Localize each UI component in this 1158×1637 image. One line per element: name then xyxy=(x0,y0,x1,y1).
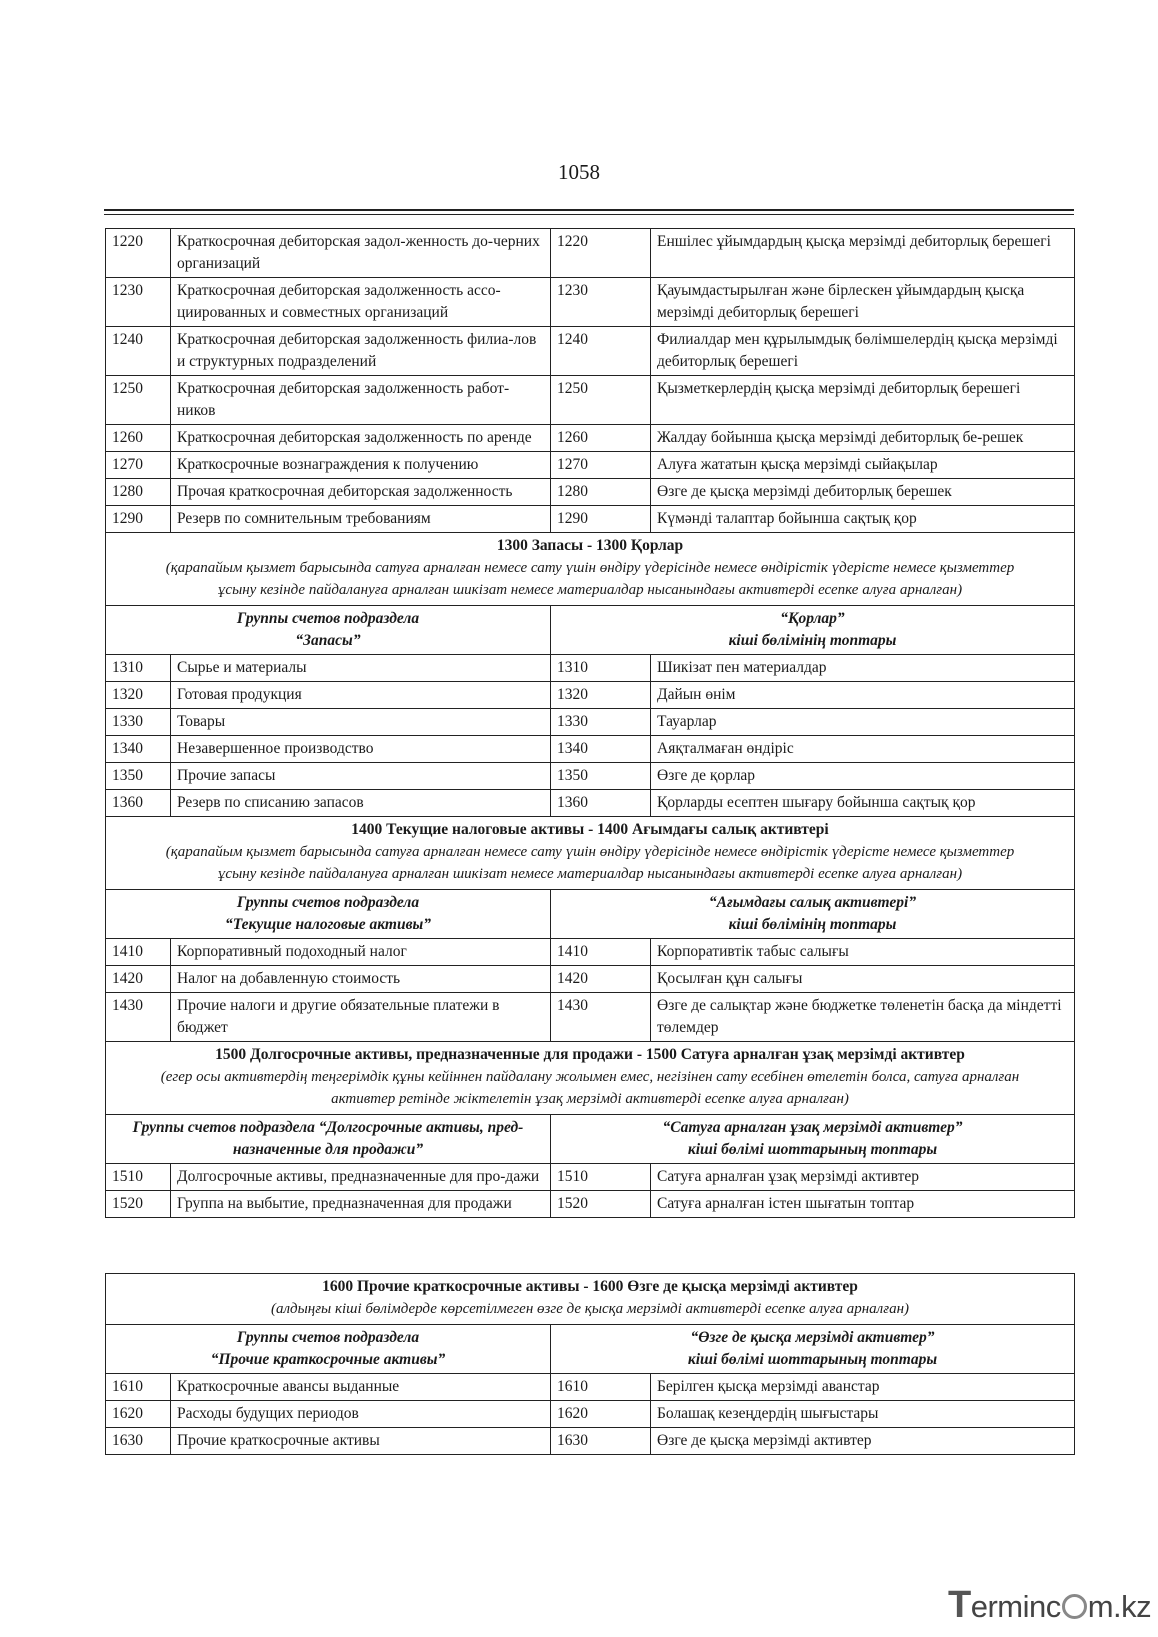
code-ru: 1270 xyxy=(106,452,171,479)
name-kz: Қорларды есептен шығару бойынша сақтық қор xyxy=(651,790,1075,817)
name-ru: Налог на добавленную стоимость xyxy=(171,966,551,993)
table-row xyxy=(106,1428,1075,1455)
code-ru: 1250 xyxy=(106,376,171,425)
code-ru: 1520 xyxy=(106,1191,171,1218)
code-kz: 1340 xyxy=(551,736,651,763)
name-kz: Болашақ кезеңдердің шығыстары xyxy=(651,1401,1075,1428)
table-row xyxy=(106,763,1075,790)
table-row xyxy=(106,966,1075,993)
code-ru: 1310 xyxy=(106,655,171,682)
code-kz: 1360 xyxy=(551,790,651,817)
group-kz-line1: “Қорлар” xyxy=(780,610,845,627)
header-rule-thin xyxy=(104,214,1074,215)
name-ru: Прочие налоги и другие обязательные платежи в бюджет xyxy=(171,993,551,1042)
code-ru: 1280 xyxy=(106,479,171,506)
group-kz-line1: “Сатуға арналған ұзақ мерзімді активтер” xyxy=(662,1119,963,1136)
group-ru-line2: “Прочие краткосрочные активы” xyxy=(210,1351,446,1368)
group-ru-line2: “Запасы” xyxy=(295,632,361,649)
code-ru: 1230 xyxy=(106,278,171,327)
section-1600-header xyxy=(106,1274,1075,1325)
name-kz: Тауарлар xyxy=(651,709,1075,736)
group-header-row xyxy=(106,1325,1075,1374)
name-kz: Берілген қысқа мерзімді аванстар xyxy=(651,1374,1075,1401)
name-ru: Незавершенное производство xyxy=(171,736,551,763)
code-kz: 1630 xyxy=(551,1428,651,1455)
table-row xyxy=(106,278,1075,327)
code-kz: 1240 xyxy=(551,327,651,376)
name-kz: Шикізат пен материалдар xyxy=(651,655,1075,682)
table-row xyxy=(106,1191,1075,1218)
code-kz: 1510 xyxy=(551,1164,651,1191)
header-rule xyxy=(104,209,1074,211)
group-kz-line2: кіші бөлімі шоттарының топтары xyxy=(687,1141,938,1158)
table-row xyxy=(106,479,1075,506)
group-ru xyxy=(106,890,551,939)
page-number: 1058 xyxy=(558,160,600,184)
code-kz: 1350 xyxy=(551,763,651,790)
name-kz: Қызметкерлердің қысқа мерзімді дебиторлық берешегі xyxy=(651,376,1075,425)
name-ru: Краткосрочная дебиторская задолженность филиа-лов и структурных подразделений xyxy=(171,327,551,376)
termincom-logo: Terminc m.kz xyxy=(948,1584,1152,1626)
table-row xyxy=(106,506,1075,533)
code-kz: 1320 xyxy=(551,682,651,709)
table-row xyxy=(106,709,1075,736)
name-kz: Алуға жататын қысқа мерзімді сыйақылар xyxy=(651,452,1075,479)
name-ru: Готовая продукция xyxy=(171,682,551,709)
name-kz: Дайын өнім xyxy=(651,682,1075,709)
table-row xyxy=(106,736,1075,763)
code-ru: 1240 xyxy=(106,327,171,376)
name-kz: Сатуға арналған істен шығатын топтар xyxy=(651,1191,1075,1218)
code-kz: 1270 xyxy=(551,452,651,479)
code-ru: 1420 xyxy=(106,966,171,993)
group-kz-line2: кіші бөлімінің топтары xyxy=(728,632,897,649)
group-kz xyxy=(551,890,1075,939)
code-kz: 1620 xyxy=(551,1401,651,1428)
code-kz: 1280 xyxy=(551,479,651,506)
code-ru: 1340 xyxy=(106,736,171,763)
section-note: (қарапайым қызмет барысында сатуға арналған немесе сату үшін өндіру үдерісінде немесе өндірістік үдерісте немесе қызметтер ұсыну кезінде пайдалануға арналған шикізат немесе материалдар нысанындағы активтерді есепке алуға арналған) xyxy=(165,844,1015,882)
group-kz-line2: кіші бөлімі шоттарының топтары xyxy=(687,1351,938,1368)
name-ru: Группа на выбытие, предназначенная для продажи xyxy=(171,1191,551,1218)
section-1400-header xyxy=(106,817,1075,890)
code-kz: 1220 xyxy=(551,229,651,278)
name-kz: Өзге де қорлар xyxy=(651,763,1075,790)
code-ru: 1630 xyxy=(106,1428,171,1455)
name-ru: Резерв по списанию запасов xyxy=(171,790,551,817)
name-ru: Краткосрочная дебиторская задолженность работ-ников xyxy=(171,376,551,425)
group-header-row xyxy=(106,606,1075,655)
section-note: (егер осы активтердің теңгерімдік құны кейіннен пайдалану жолымен емес, негізінен сату есебінен өтелетін болса, сатуға арналған активтер ретінде жіктелетін ұзақ мерзімді активтерді есепке алуға арналған) xyxy=(160,1069,1020,1107)
name-ru: Резерв по сомнительным требованиям xyxy=(171,506,551,533)
code-kz: 1610 xyxy=(551,1374,651,1401)
name-kz: Өзге де салықтар және бюджетке төленетін басқа да міндетті төлемдер xyxy=(651,993,1075,1042)
group-header-row xyxy=(106,1115,1075,1164)
name-kz: Аяқталмаған өндіріс xyxy=(651,736,1075,763)
group-ru-line2: назначенные для продажи” xyxy=(232,1141,424,1158)
group-kz xyxy=(551,1325,1075,1374)
code-kz: 1310 xyxy=(551,655,651,682)
code-kz: 1520 xyxy=(551,1191,651,1218)
table-row xyxy=(106,655,1075,682)
name-ru: Прочая краткосрочная дебиторская задолженность xyxy=(171,479,551,506)
name-ru: Корпоративный подоходный налог xyxy=(171,939,551,966)
group-ru-line1: Группы счетов подраздела xyxy=(236,1329,420,1346)
name-ru: Сырье и материалы xyxy=(171,655,551,682)
code-kz: 1260 xyxy=(551,425,651,452)
group-kz-line1: “Ағымдағы салық активтері” xyxy=(708,894,917,911)
code-kz: 1230 xyxy=(551,278,651,327)
table-row xyxy=(106,425,1075,452)
section-note: (алдыңғы кіші бөлімдерде көрсетілмеген өзге де қысқа мерзімді активтерді есепке алуға арналған) xyxy=(270,1301,910,1317)
code-ru: 1320 xyxy=(106,682,171,709)
code-ru: 1220 xyxy=(106,229,171,278)
code-ru: 1410 xyxy=(106,939,171,966)
code-kz: 1250 xyxy=(551,376,651,425)
table-row xyxy=(106,1164,1075,1191)
group-ru-line1: Группы счетов подраздела xyxy=(236,894,420,911)
code-ru: 1620 xyxy=(106,1401,171,1428)
table-row xyxy=(106,682,1075,709)
section-1500-header xyxy=(106,1042,1075,1115)
group-header-row xyxy=(106,890,1075,939)
accounts-table-1600 xyxy=(105,1273,1075,1455)
name-ru: Краткосрочная дебиторская задолженность ассо-циированных и совместных организаций xyxy=(171,278,551,327)
code-ru: 1330 xyxy=(106,709,171,736)
table-row xyxy=(106,993,1075,1042)
name-kz: Қосылған құн салығы xyxy=(651,966,1075,993)
name-kz: Өзге де қысқа мерзімді дебиторлық берешек xyxy=(651,479,1075,506)
code-kz: 1430 xyxy=(551,993,651,1042)
name-kz: Еншілес ұйымдардың қысқа мерзімді дебиторлық берешегі xyxy=(651,229,1075,278)
name-kz: Корпоративтік табыс салығы xyxy=(651,939,1075,966)
name-kz: Филиалдар мен құрылымдық бөлімшелердің қысқа мерзімді дебиторлық берешегі xyxy=(651,327,1075,376)
code-ru: 1430 xyxy=(106,993,171,1042)
table-row xyxy=(106,1401,1075,1428)
table-row xyxy=(106,376,1075,425)
name-ru: Долгосрочные активы, предназначенные для про-дажи xyxy=(171,1164,551,1191)
name-ru: Краткосрочная дебиторская задолженность по аренде xyxy=(171,425,551,452)
table-row xyxy=(106,327,1075,376)
name-kz: Қауымдастырылған және бірлескен ұйымдардың қысқа мерзімді дебиторлық берешегі xyxy=(651,278,1075,327)
magnifier-icon xyxy=(1062,1594,1087,1619)
table-row xyxy=(106,790,1075,817)
code-kz: 1410 xyxy=(551,939,651,966)
name-ru: Краткосрочная дебиторская задол-женность до-черних организаций xyxy=(171,229,551,278)
section-note: (қарапайым қызмет барысында сатуға арналған немесе сату үшін өндіру үдерісінде немесе өндірістік үдерісте немесе қызметтер ұсыну кезінде пайдалануға арналған шикізат немесе материалдар нысанындағы активтерді есепке алуға арналған) xyxy=(165,560,1015,598)
name-ru: Товары xyxy=(171,709,551,736)
code-ru: 1360 xyxy=(106,790,171,817)
name-kz: Жалдау бойынша қысқа мерзімді дебиторлық бе-решек xyxy=(651,425,1075,452)
section-title: 1500 Долгосрочные активы, предназначенные для продажи - 1500 Сатуға арналған ұзақ мерзімді активтер xyxy=(215,1046,965,1063)
code-kz: 1290 xyxy=(551,506,651,533)
group-ru-line1: Группы счетов подраздела “Долгосрочные активы, пред- xyxy=(132,1119,524,1136)
section-1300-header xyxy=(106,533,1075,606)
group-kz xyxy=(551,1115,1075,1164)
section-title: 1300 Запасы - 1300 Қорлар xyxy=(496,537,684,554)
table-row xyxy=(106,229,1075,278)
code-ru: 1350 xyxy=(106,763,171,790)
group-kz-line1: “Өзге де қысқа мерзімді активтер” xyxy=(690,1329,935,1346)
group-kz xyxy=(551,606,1075,655)
code-ru: 1610 xyxy=(106,1374,171,1401)
group-kz-line2: кіші бөлімінің топтары xyxy=(728,916,897,933)
group-ru xyxy=(106,1115,551,1164)
table-row xyxy=(106,1374,1075,1401)
code-kz: 1330 xyxy=(551,709,651,736)
code-kz: 1420 xyxy=(551,966,651,993)
accounts-table xyxy=(105,228,1075,1218)
code-ru: 1510 xyxy=(106,1164,171,1191)
group-ru-line1: Группы счетов подраздела xyxy=(236,610,420,627)
name-ru: Краткосрочные авансы выданные xyxy=(171,1374,551,1401)
name-ru: Расходы будущих периодов xyxy=(171,1401,551,1428)
group-ru xyxy=(106,606,551,655)
group-ru-line2: “Текущие налоговые активы” xyxy=(224,916,432,933)
table-row xyxy=(106,939,1075,966)
group-ru xyxy=(106,1325,551,1374)
code-ru: 1290 xyxy=(106,506,171,533)
code-ru: 1260 xyxy=(106,425,171,452)
name-ru: Прочие краткосрочные активы xyxy=(171,1428,551,1455)
section-title: 1600 Прочие краткосрочные активы - 1600 Өзге де қысқа мерзімді активтер xyxy=(322,1278,858,1295)
name-kz: Өзге де қысқа мерзімді активтер xyxy=(651,1428,1075,1455)
section-title: 1400 Текущие налоговые активы - 1400 Ағымдағы салық активтері xyxy=(351,821,829,838)
name-kz: Сатуға арналған ұзақ мерзімді активтер xyxy=(651,1164,1075,1191)
table-row xyxy=(106,452,1075,479)
name-ru: Краткосрочные вознаграждения к получению xyxy=(171,452,551,479)
name-kz: Күмәнді талаптар бойынша сақтық қор xyxy=(651,506,1075,533)
name-ru: Прочие запасы xyxy=(171,763,551,790)
